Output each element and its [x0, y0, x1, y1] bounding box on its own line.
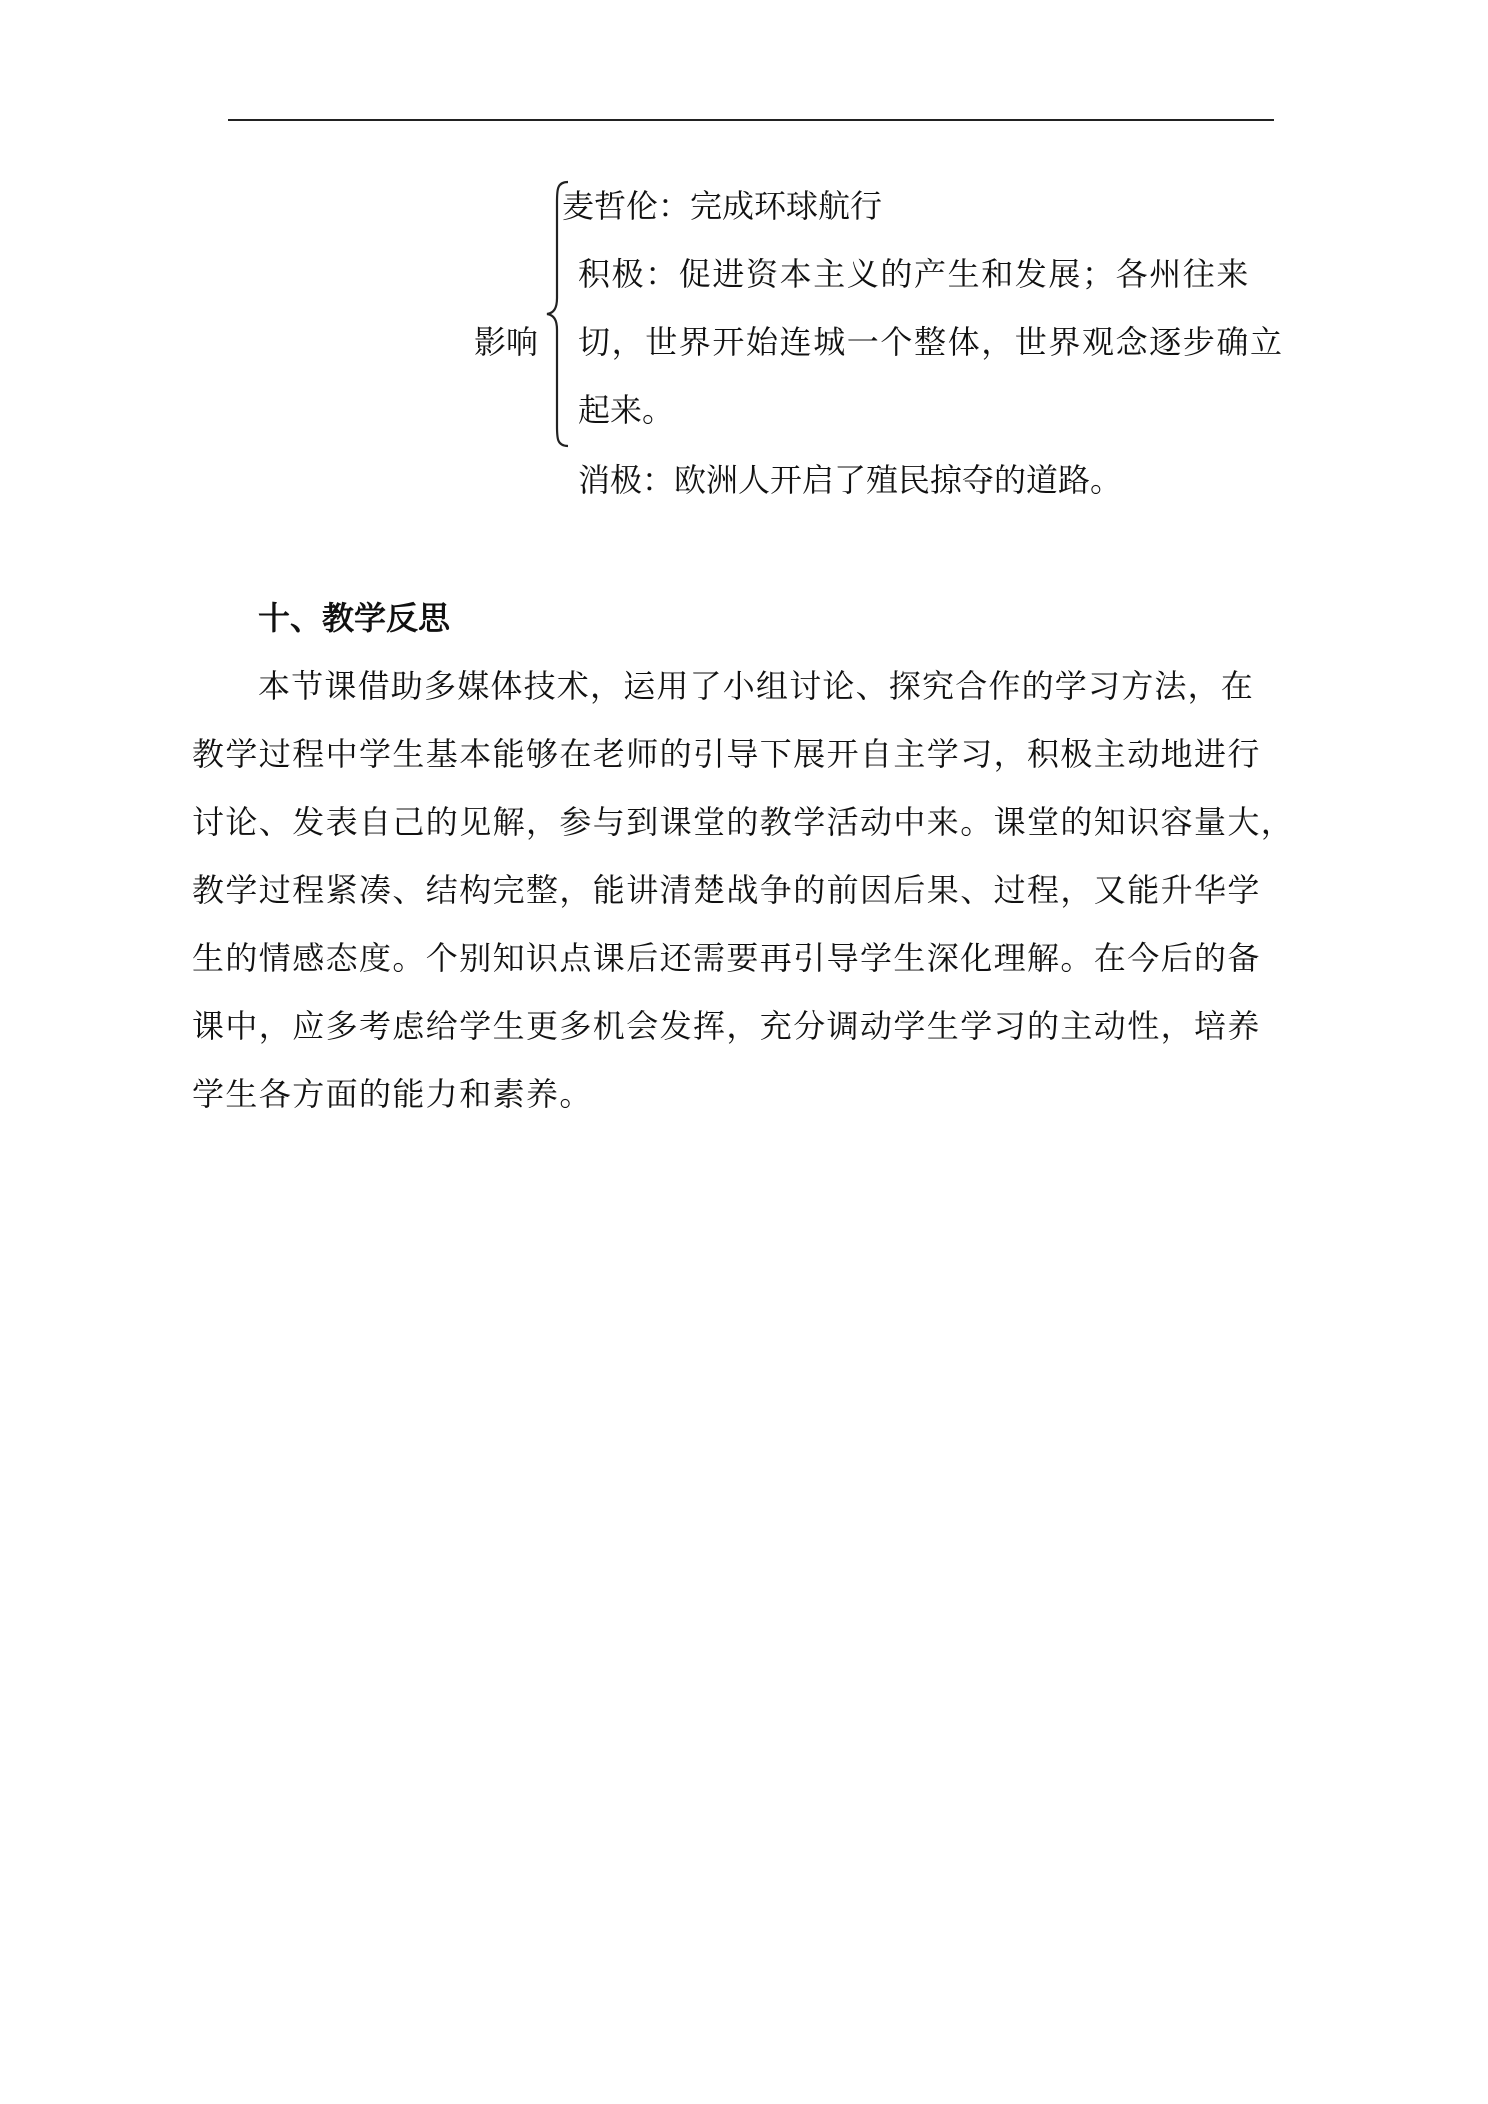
paragraph-line: 学生各方面的能力和素养。	[192, 1075, 593, 1113]
outline-line: 切，世界开始连城一个整体，世界观念逐步确立	[578, 323, 1284, 361]
paragraph-line: 讨论、发表自己的见解，参与到课堂的教学活动中来。课堂的知识容量大，	[192, 803, 1295, 841]
paragraph-line: 生的情感态度。个别知识点课后还需要再引导学生深化理解。在今后的备	[192, 939, 1261, 977]
outline-label: 影响	[474, 323, 539, 361]
outline-line: 麦哲伦：完成环球航行	[562, 187, 883, 225]
section-heading: 十、教学反思	[258, 599, 451, 637]
paragraph-line: 教学过程中学生基本能够在老师的引导下展开自主学习，积极主动地进行	[192, 735, 1261, 773]
paragraph-line: 本节课借助多媒体技术，运用了小组讨论、探究合作的学习方法，在	[258, 667, 1255, 705]
paragraph-line: 教学过程紧凑、结构完整，能讲清楚战争的前因后果、过程，又能升华学	[192, 871, 1261, 909]
outline-line: 消极：欧洲人开启了殖民掠夺的道路。	[578, 461, 1123, 499]
header-rule	[228, 119, 1274, 121]
outline-line: 积极：促进资本主义的产生和发展；各州往来	[578, 255, 1251, 293]
outline-line: 起来。	[578, 391, 675, 429]
paragraph-line: 课中，应多考虑给学生更多机会发挥，充分调动学生学习的主动性，培养	[192, 1007, 1261, 1045]
